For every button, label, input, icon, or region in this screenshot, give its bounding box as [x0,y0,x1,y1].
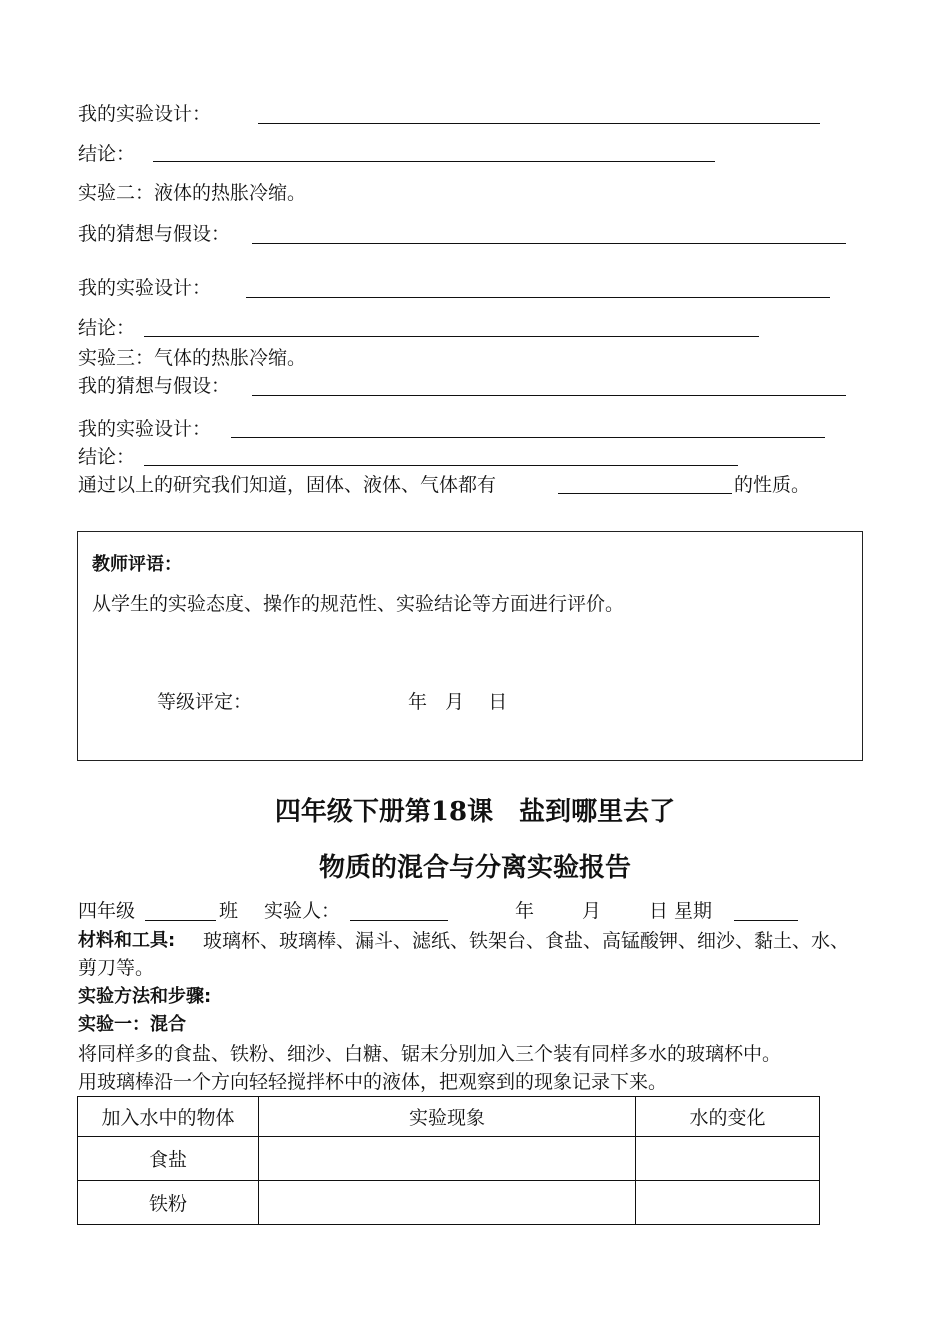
summary-blank[interactable] [558,493,732,494]
table-header-cell: 水的变化 [636,1097,820,1137]
design3-blank[interactable] [231,437,825,438]
guess2-label: 我的猜想与假设： [78,223,231,245]
exp3-title: 实验三：气体的热胀冷缩。 [78,347,307,369]
grade-label: 等级评定： [157,691,253,713]
class-text: 班 [219,900,239,922]
design2-label: 我的实验设计： [78,277,212,299]
table-cell-water-change[interactable] [636,1181,820,1225]
materials-text-2: 剪刀等。 [78,957,155,979]
design3-label: 我的实验设计： [78,418,212,440]
guess3-label: 我的猜想与假设： [78,375,231,397]
guess2-blank[interactable] [252,243,846,244]
design1-blank[interactable] [258,123,820,124]
weekday-blank[interactable] [734,920,798,921]
materials-text: 玻璃杯、玻璃棒、漏斗、滤纸、铁架台、食盐、高锰酸钾、细沙、黏土、水、 [203,930,850,952]
table-cell-phenomenon[interactable] [259,1181,636,1225]
table-header-cell: 实验现象 [259,1097,636,1137]
exp2-title: 实验二：液体的热胀冷缩。 [78,182,307,204]
design2-blank[interactable] [246,297,830,298]
experimenter-blank[interactable] [350,920,448,921]
report-title: 四年级下册第18课 盐到哪里去了 [274,797,676,827]
conclusion3-blank[interactable] [144,465,738,466]
grade-text: 四年级 [78,900,136,922]
guess3-blank[interactable] [252,395,846,396]
conclusion2-label: 结论： [78,317,136,339]
date-label: 年 月 日 [408,691,508,713]
teacher-comment-title: 教师评语： [92,554,182,575]
table-header-row [78,1097,820,1137]
table-cell-object: 铁粉 [78,1181,259,1225]
exp1-label: 实验一：混合 [78,1014,186,1035]
conclusion1-blank[interactable] [153,161,715,162]
summary-prefix: 通过以上的研究我们知道，固体、液体、气体都有 [78,474,497,496]
year-text: 年 [515,900,535,922]
materials-label: 材料和工具: [78,930,176,951]
table-cell-phenomenon[interactable] [259,1137,636,1181]
summary-suffix: 的性质。 [734,474,811,496]
conclusion1-label: 结论： [78,143,136,165]
table-row [78,1137,820,1181]
table-header-cell: 加入水中的物体 [78,1097,259,1137]
class-blank[interactable] [145,920,216,921]
method-label: 实验方法和步骤: [78,986,212,1007]
design1-label: 我的实验设计： [78,103,212,125]
table-cell-object: 食盐 [78,1137,259,1181]
exp1-text-1: 将同样多的食盐、铁粉、细沙、白糖、锯末分别加入三个装有同样多水的玻璃杯中。 [78,1043,782,1065]
day-week-text: 日 星期 [649,900,713,922]
month-text: 月 [582,900,602,922]
exp1-text-2: 用玻璃棒沿一个方向轻轻搅拌杯中的液体，把观察到的现象记录下来。 [78,1071,668,1093]
teacher-comment-box [77,531,863,761]
table-cell-water-change[interactable] [636,1137,820,1181]
conclusion2-blank[interactable] [144,336,759,337]
observation-table [77,1096,820,1225]
report-subtitle: 物质的混合与分离实验报告 [318,853,631,883]
teacher-comment-text: 从学生的实验态度、操作的规范性、实验结论等方面进行评价。 [92,593,625,615]
conclusion3-label: 结论： [78,446,136,468]
table-row [78,1181,820,1225]
experimenter-label: 实验人： [264,900,341,922]
